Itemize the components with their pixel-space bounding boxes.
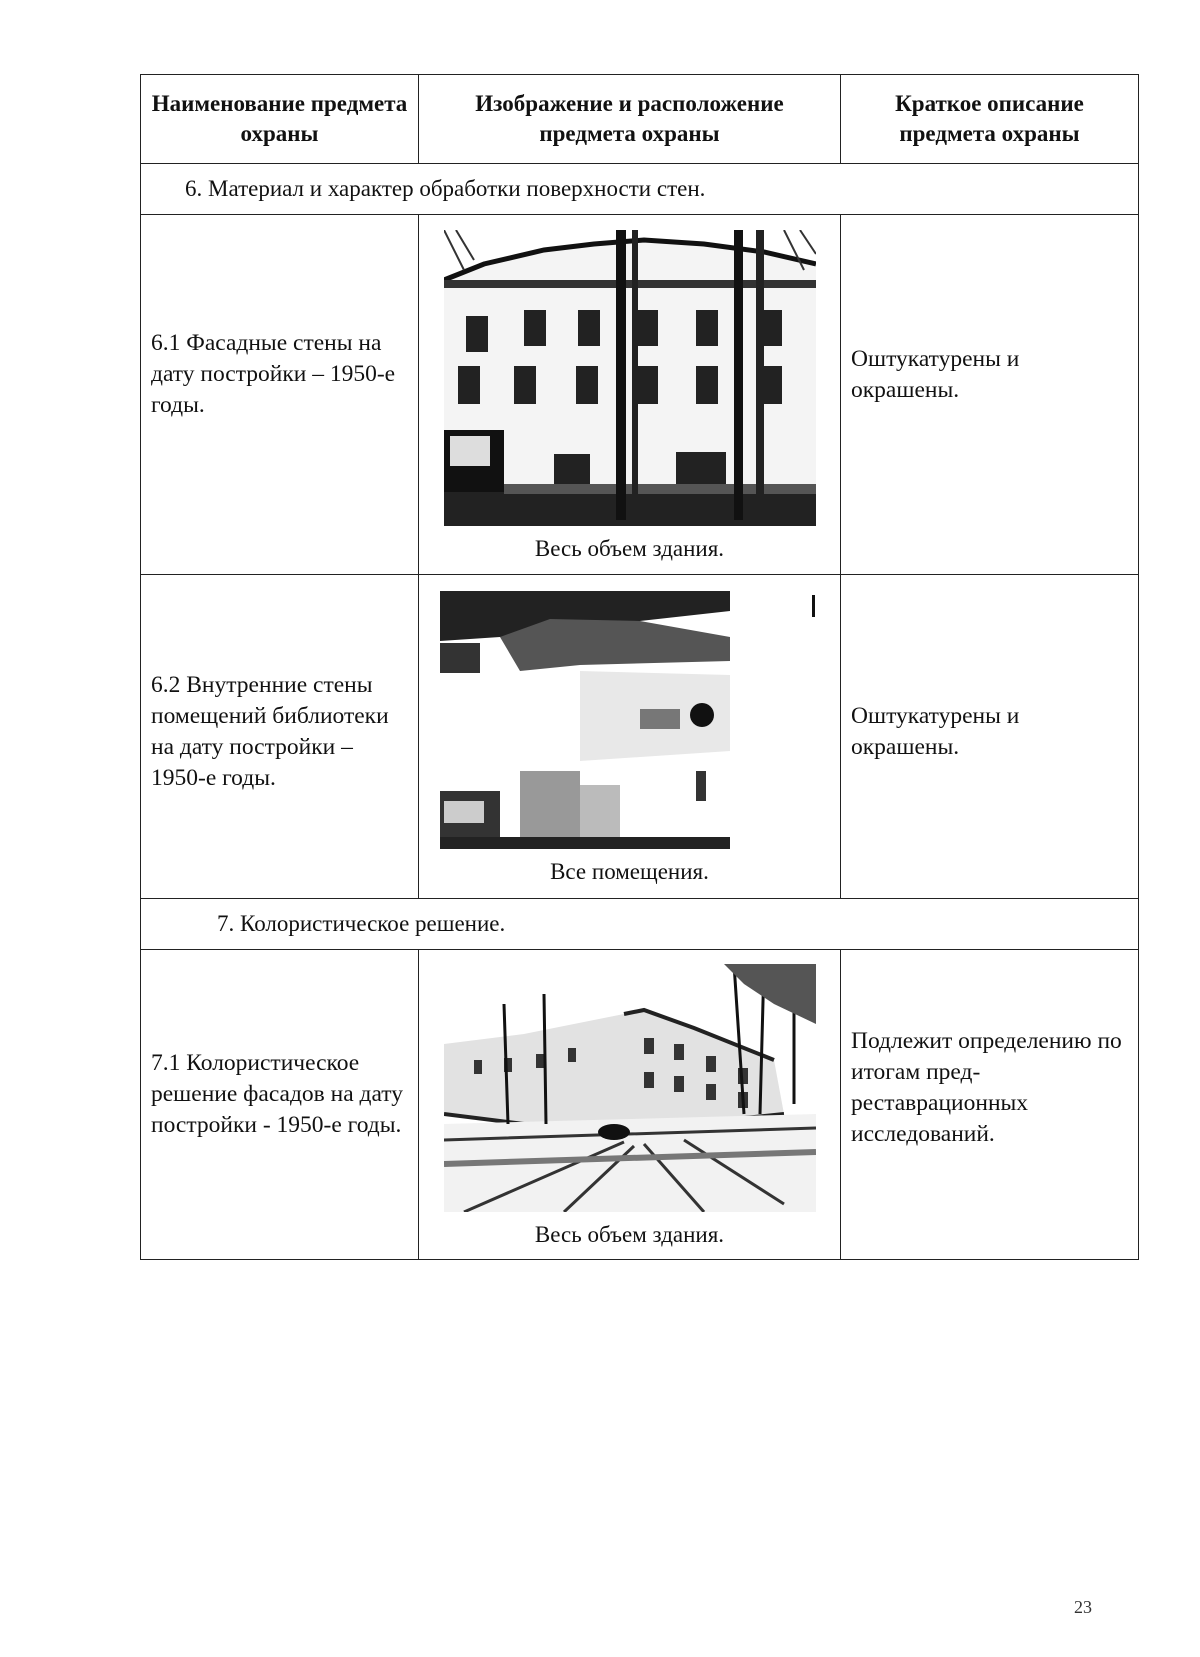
row-6-1-description: Оштукатурены и окрашены.: [841, 215, 1139, 575]
row-6-2-caption: Все помещения.: [550, 858, 709, 884]
row-6-1-name: 6.1 Фасадные стены на дату постройки – 1950-е годы.: [141, 215, 419, 575]
row-6-2-name: 6.2 Внутренние стены помещений библиотеки на дату постройки – 1950-е годы.: [141, 575, 419, 899]
section-6-title: 6. Материал и характер обработки поверхности стен.: [185, 176, 706, 201]
table-row: [141, 950, 1139, 1260]
table-row: [141, 575, 1139, 899]
row-7-1-name: 7.1 Колористическое решение фасадов на дату постройки - 1950-е годы.: [141, 950, 419, 1260]
colour-facade-photo: [444, 964, 816, 1212]
section-7-cell: [141, 899, 1139, 950]
row-7-1-caption: Весь объем здания.: [534, 1221, 725, 1247]
row-7-1-description: Подлежит определению по итогам пред-реставрационных исследований.: [841, 950, 1139, 1260]
interior-photo: [440, 591, 820, 849]
section-6-cell: [141, 164, 1139, 215]
section-7-row: [141, 899, 1139, 950]
header-row: [141, 75, 1139, 164]
header-name: Наименование предмета охраны: [141, 75, 419, 164]
section-6-row: [141, 164, 1139, 215]
row-7-1-image-cell: [419, 950, 841, 1260]
header-description: Краткое описание предмета охраны: [841, 75, 1139, 164]
row-6-2-description: Оштукатурены и окрашены.: [841, 575, 1139, 899]
facade-photo: [444, 230, 816, 526]
section-7-title: 7. Колористическое решение.: [217, 911, 506, 936]
row-6-2-image-cell: [419, 575, 841, 899]
table-row: [141, 215, 1139, 575]
page-number: 23: [1074, 1597, 1092, 1617]
row-6-1-image-cell: [419, 215, 841, 575]
header-image: Изображение и расположение предмета охраны: [419, 75, 841, 164]
protection-table: [140, 74, 1139, 1260]
row-6-1-caption: Весь объем здания.: [534, 535, 725, 561]
